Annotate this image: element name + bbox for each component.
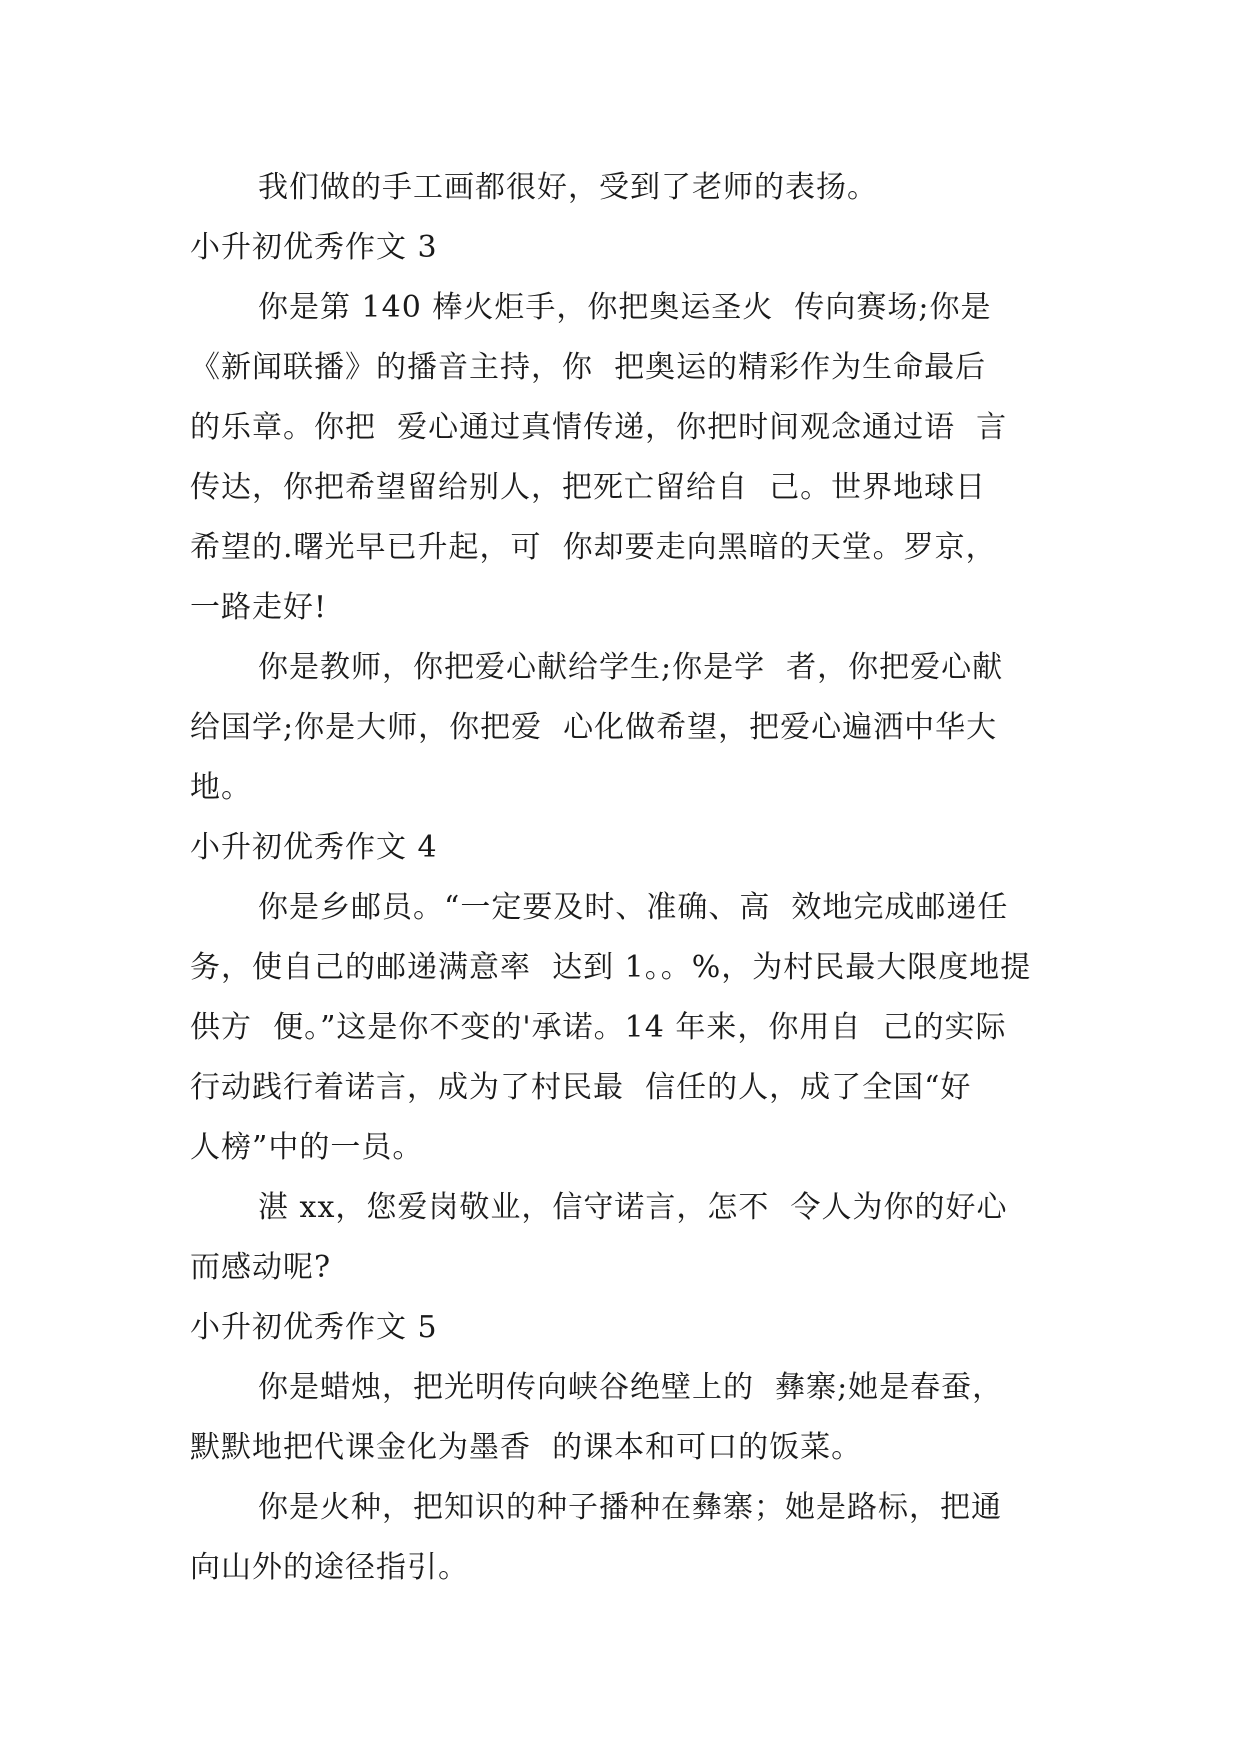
section-heading: 小升初优秀作文 3	[190, 230, 438, 265]
paragraph-line: 你是蜡烛，把光明传向峡谷绝壁上的 彝寨;她是春蚕，	[258, 1370, 1004, 1405]
paragraph-line: 供方 便。”这是你不变的'承诺。14 年来，你用自 己的实际	[190, 1010, 1007, 1045]
paragraph-line: 希望的.曙光早已升起，可 你却要走向黑暗的天堂。罗京，	[190, 530, 997, 565]
section-heading: 小升初优秀作文 4	[190, 830, 438, 865]
paragraph-line: 地。	[190, 770, 252, 805]
paragraph-line: 默默地把代课金化为墨香 的课本和可口的饭菜。	[190, 1430, 863, 1465]
paragraph-line: 给国学;你是大师，你把爱 心化做希望，把爱心遍洒中华大	[190, 710, 998, 745]
document-page	[190, 158, 1050, 1598]
paragraph-line: 传达，你把希望留给别人，把死亡留给自 己。世界地球日	[190, 470, 987, 505]
paragraph-line: 向山外的途径指引。	[190, 1550, 469, 1585]
paragraph-line: 《新闻联播》的播音主持，你 把奥运的精彩作为生命最后	[190, 350, 987, 385]
paragraph-line: 你是第 140 棒火炬手，你把奥运圣火 传向赛场;你是	[258, 290, 992, 325]
paragraph-line: 湛 xx，您爱岗敬业，信守诺言，怎不 令人为你的好心	[258, 1190, 1008, 1225]
paragraph-line: 你是火种，把知识的种子播种在彝寨；她是路标，把通	[258, 1490, 1002, 1525]
paragraph-line: 人榜”中的一员。	[190, 1130, 424, 1165]
paragraph-line: 务，使自己的邮递满意率 达到 1。。%，为村民最大限度地提	[190, 950, 1032, 985]
paragraph-line: 你是教师，你把爱心献给学生;你是学 者，你把爱心献	[258, 650, 1004, 685]
paragraph-line: 你是乡邮员。“一定要及时、准确、高 效地完成邮递任	[258, 890, 1009, 925]
section-heading: 小升初优秀作文 5	[190, 1310, 438, 1345]
paragraph-line: 行动践行着诺言，成为了村民最 信任的人，成了全国“好	[190, 1070, 972, 1105]
paragraph-line: 而感动呢?	[190, 1250, 332, 1285]
paragraph-line: 的乐章。你把 爱心通过真情传递，你把时间观念通过语 言	[190, 410, 1008, 445]
paragraph-line: 我们做的手工画都很好，受到了老师的表扬。	[258, 170, 878, 205]
paragraph-line: 一路走好!	[190, 590, 328, 625]
